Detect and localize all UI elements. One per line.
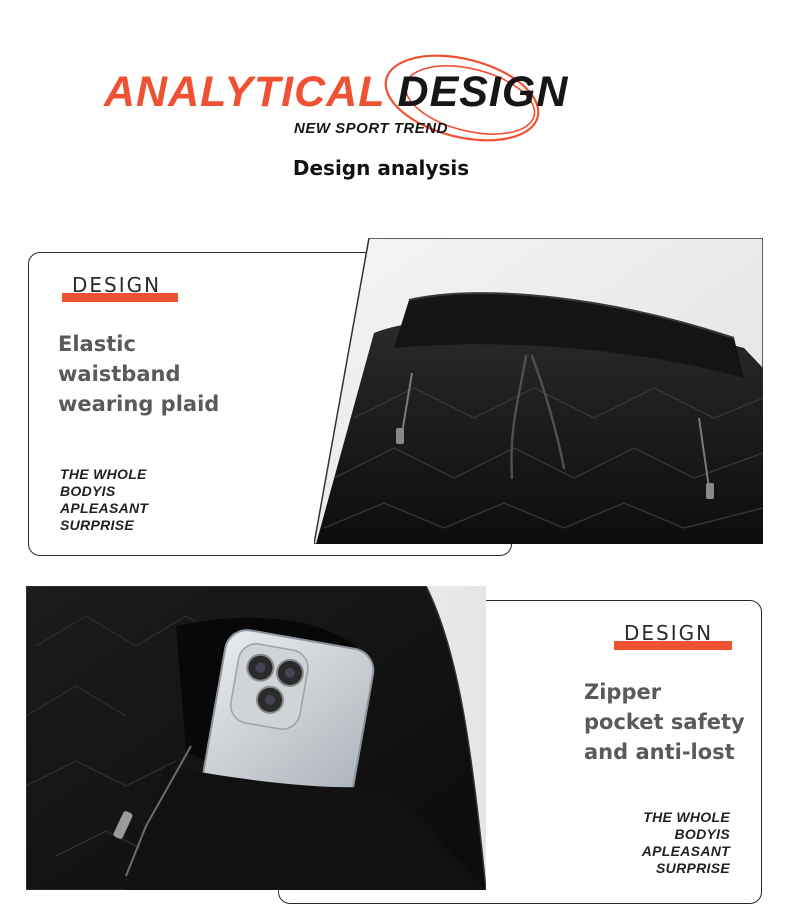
waistband-product-photo — [314, 238, 763, 544]
slogan-line: BODYIS — [60, 483, 116, 499]
feature-line: pocket safety — [584, 710, 745, 734]
design-label-text: DESIGN — [624, 621, 714, 645]
feature-description — [584, 677, 754, 767]
design-label-tag — [614, 620, 732, 650]
design-label-text: DESIGN — [72, 273, 162, 297]
slogan-line: THE WHOLE — [643, 809, 730, 825]
slogan-line: SURPRISE — [656, 860, 730, 876]
slogan-line: APLEASANT — [60, 500, 149, 516]
main-title — [104, 68, 568, 116]
zipper-pocket-product-photo — [26, 586, 486, 890]
feature-line: Zipper — [584, 680, 662, 704]
slogan-text — [60, 466, 148, 534]
feature-line: wearing plaid — [58, 392, 220, 416]
slogan-line: THE WHOLE — [60, 466, 147, 482]
section-title: Design analysis — [292, 156, 470, 180]
main-title-accent: ANALYTICAL — [104, 68, 386, 116]
tagline: NEW SPORT TREND — [294, 120, 448, 137]
feature-description — [58, 329, 278, 419]
slogan-line: SURPRISE — [60, 517, 134, 533]
main-title-dark: DESIGN — [397, 68, 569, 116]
header — [0, 0, 790, 200]
design-label-tag — [62, 272, 178, 302]
feature-line: and anti-lost — [584, 740, 735, 764]
slogan-line: BODYIS — [674, 826, 730, 842]
feature-line: waistband — [58, 362, 181, 386]
feature-line: Elastic — [58, 332, 136, 356]
slogan-text — [620, 809, 730, 877]
slogan-line: APLEASANT — [641, 843, 730, 859]
